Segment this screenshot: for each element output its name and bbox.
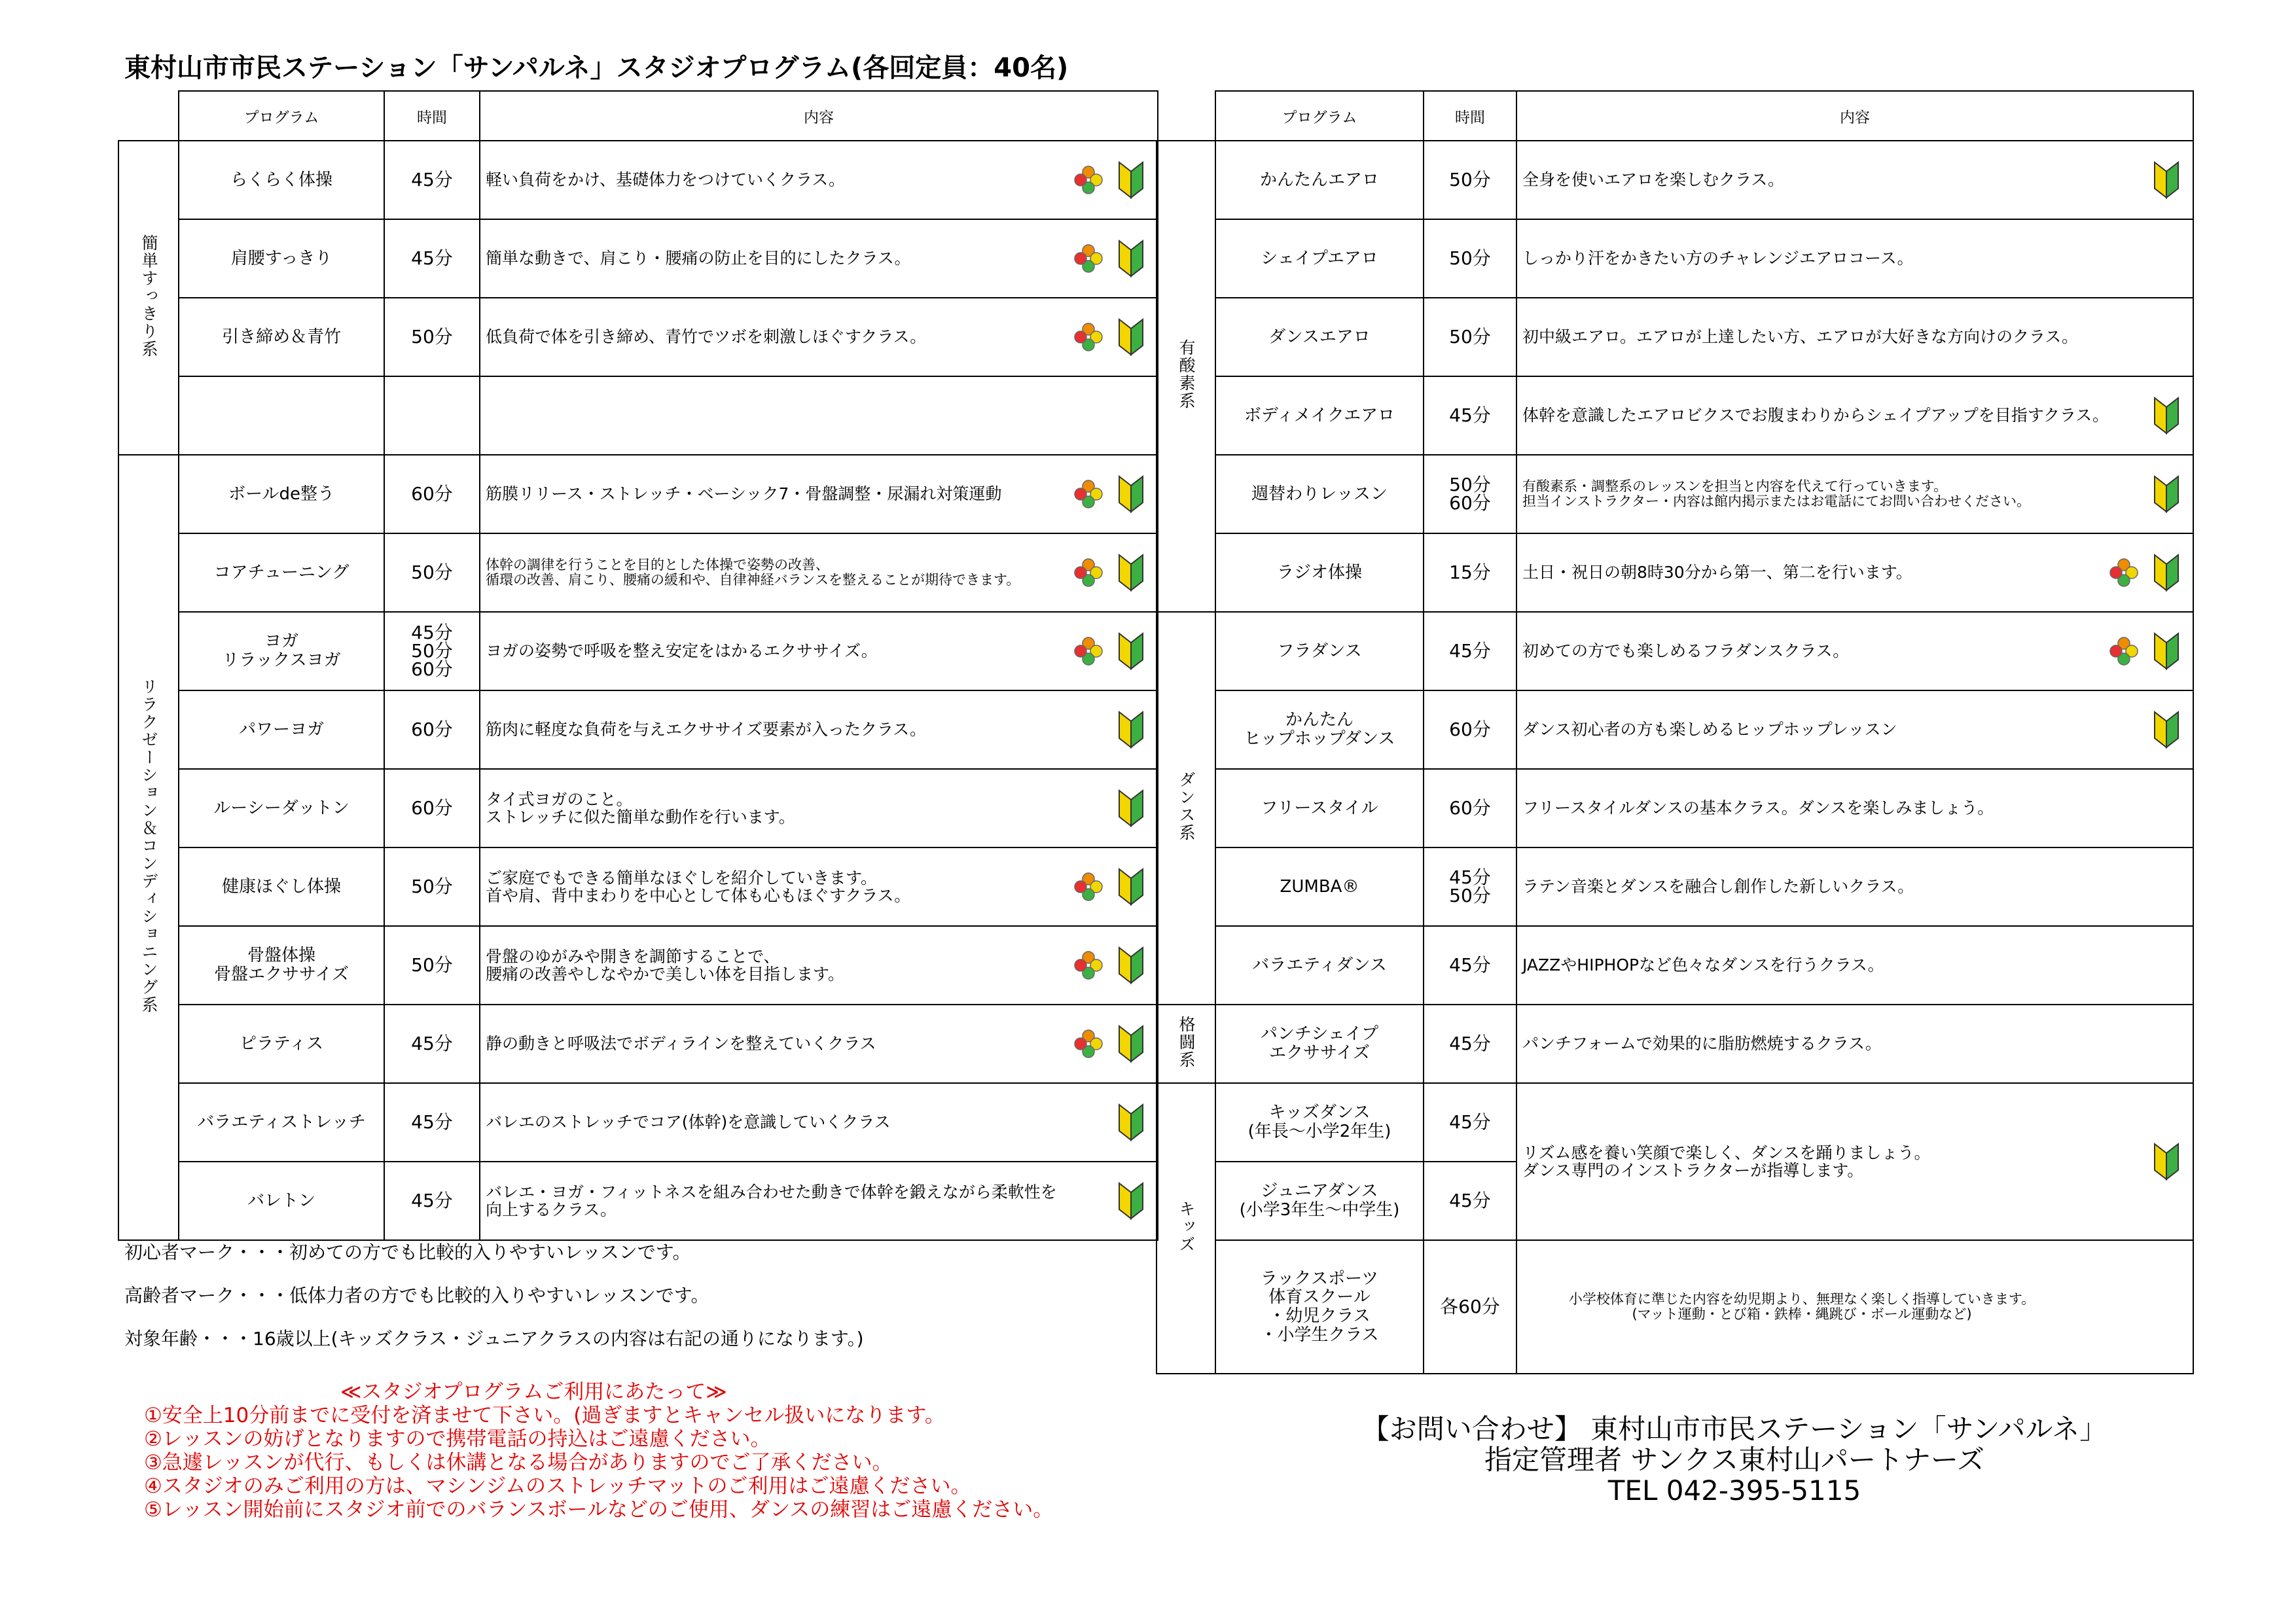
program-description [1516,926,2193,1005]
program-description-text: ヨガの姿勢で呼吸を整え安定をはかるエクササイズ。 [486,641,878,661]
category-label-text: 簡単すっきり系 [139,234,158,358]
lesson-marks [1118,789,1144,827]
program-time: 45分 [384,1162,480,1240]
lesson-marks [2153,397,2179,435]
program-description-text: バレエのストレッチでコア(体幹)を意識していくクラス [486,1113,891,1132]
beginner-mark-icon [1118,1103,1144,1141]
lesson-marks [2153,475,2179,513]
beginner-mark-icon [1118,161,1144,199]
program-description [480,455,1158,533]
program-description-text: 骨盤のゆがみや開きを調節することで、 腰痛の改善やしなやかで美しい体を目指します。 [486,946,845,984]
program-header: プログラム [1215,91,1424,141]
senior-mark-icon [1073,322,1103,352]
contact-phone: TEL 042-395-5115 [1607,1474,1861,1507]
program-time: 45分 50分 [1424,847,1516,926]
category-label-text: 有酸素系 [1177,339,1196,410]
program-time: 60分 [384,769,480,847]
lesson-marks [1073,1025,1144,1063]
lesson-marks [2109,554,2179,592]
right-program-table [1156,90,2194,1374]
program-time: 50分 [1424,141,1516,219]
category-label-text: キッズ [1177,1200,1196,1253]
program-description [1516,533,2193,612]
beginner-mark-icon [2153,711,2179,749]
contact-manager: 指定管理者 サンクス東村山パートナーズ [1484,1444,1984,1476]
program-name: コアチューニング [179,533,384,612]
program-time: 45分 [384,141,480,219]
program-row [118,1162,1158,1240]
program-description [480,1083,1158,1162]
program-description-text: 低負荷で体を引き締め、青竹でツボを刺激しほぐすクラス。 [486,327,927,347]
senior-mark-icon [1073,165,1103,195]
program-name [179,376,384,455]
beginner-mark-icon [2153,632,2179,670]
program-name: 健康ほぐし体操 [179,847,384,926]
program-name: ボールde整う [179,455,384,533]
content-header: 内容 [1516,91,2193,141]
program-description-text: 体幹の調律を行うことを目的とした体操で姿勢の改善、 循環の改善、肩こり、腰痛の緩和や、自律神経バランスを整えることが期待できます。 [486,556,1020,588]
program-description [480,219,1158,298]
senior-mark-icon [1073,1029,1103,1059]
program-row [118,1083,1158,1162]
program-description-text: タイ式ヨガのこと。 ストレッチに似た簡単な動作を行います。 [486,789,795,827]
program-description [1516,1005,2193,1083]
program-name: ピラティス [179,1005,384,1083]
program-time: 50分 [384,926,480,1005]
lesson-marks [2109,632,2179,670]
program-description-text: 筋膜リリース・ストレッチ・ベーシック7・骨盤調整・尿漏れ対策運動 [486,484,1002,504]
lesson-marks [1073,632,1144,670]
program-row [1157,769,2193,847]
program-time: 45分 50分 60分 [384,612,480,690]
beginner-mark-icon [1118,868,1144,906]
program-time: 50分 [1424,298,1516,376]
senior-mark-icon [1073,243,1103,274]
program-description-text: 小学校体育に準じた内容を幼児期より、無理なく楽しく指導していきます。 (マット運動・とび箱・鉄棒・縄跳び・ボール運動など) [1568,1291,2036,1322]
program-description-text: 初中級エアロ。エアロが上達したい方、エアロが大好きな方向けのクラス。 [1522,327,2079,347]
program-row [1157,1083,2193,1162]
lesson-marks [1073,240,1144,277]
program-description [1516,141,2193,219]
program-row [118,847,1158,926]
program-row [1157,533,2193,612]
program-time: 45分 [1424,926,1516,1005]
program-row [118,612,1158,690]
program-description [1516,298,2193,376]
beginner-mark-icon [1118,789,1144,827]
senior-mark-icon [1073,872,1103,902]
program-header: プログラム [179,91,384,141]
usage-rules [144,1381,1053,1522]
program-description [480,141,1158,219]
program-description [480,533,1158,612]
category-label [1157,1083,1215,1374]
program-name: かんたん ヒップホップダンス [1215,690,1424,769]
program-description [480,612,1158,690]
lesson-marks [1073,868,1144,906]
program-row [1157,926,2193,1005]
lesson-marks [1073,946,1144,984]
program-time: 45分 [384,219,480,298]
program-description-text: フリースタイルダンスの基本クラス。ダンスを楽しみましょう。 [1522,798,1994,818]
category-label [1157,1005,1215,1083]
program-description-text: 全身を使いエアロを楽しむクラス。 [1522,170,1785,190]
program-description [480,298,1158,376]
lesson-marks [2153,161,2179,199]
program-name: キッズダンス (年長～小学2年生) [1215,1083,1424,1162]
program-row [118,376,1158,455]
senior-mark-icon [1073,950,1103,980]
program-time: 50分 60分 [1424,455,1516,533]
program-time: 50分 [384,533,480,612]
program-time: 60分 [384,455,480,533]
program-time: 45分 [1424,376,1516,455]
program-row [1157,847,2193,926]
program-time: 60分 [384,690,480,769]
lesson-marks [2153,1143,2179,1181]
rules-heading: ≪スタジオプログラムご利用にあたって≫ [340,1380,727,1404]
category-label-text: 格闘系 [1177,1015,1196,1069]
lesson-marks [1073,554,1144,592]
beginner-mark-icon [2153,554,2179,592]
rule-item: ②レッスンの妨げとなりますので携帯電話の持込はご遠慮ください。 [144,1427,771,1451]
program-description [1516,612,2193,690]
program-name: ラックスポーツ 体育スクール ・幼児クラス ・小学生クラス [1215,1240,1424,1374]
program-name: ラジオ体操 [1215,533,1424,612]
lesson-marks [1073,318,1144,356]
program-description [480,690,1158,769]
senior-mark-icon [1073,558,1103,588]
program-description [1516,847,2193,926]
program-name: フリースタイル [1215,769,1424,847]
senior-mark-icon [1073,479,1103,509]
program-name: ジュニアダンス (小学3年生～中学生) [1215,1162,1424,1240]
program-name: バラエティダンス [1215,926,1424,1005]
program-description [1516,769,2193,847]
senior-mark-icon [2109,636,2139,666]
time-header: 時間 [1424,91,1516,141]
contact-line: 【お問い合わせ】 東村山市市民ステーション「サンパルネ」 [1361,1413,2108,1445]
senior-note: 高齢者マーク・・・低体力者の方でも比較的入りやすいレッスンです。 [124,1285,709,1306]
program-row [118,1005,1158,1083]
program-row [118,298,1158,376]
program-row [1157,1005,2193,1083]
program-row [1157,690,2193,769]
senior-mark-icon [2109,558,2139,588]
category-label [1157,141,1215,612]
program-description-text: ダンス初心者の方も楽しめるヒップホップレッスン [1522,720,1897,740]
lesson-marks [1118,711,1144,749]
program-description-text: 初めての方でも楽しめるフラダンスクラス。 [1522,641,1850,661]
program-time: 60分 [1424,690,1516,769]
beginner-mark-icon [2153,475,2179,513]
program-description-text: 体幹を意識したエアロビクスでお腹まわりからシェイプアップを目指すクラス。 [1522,406,2109,425]
category-label-text: ダンス系 [1177,771,1196,842]
program-row [1157,141,2193,219]
program-time: 15分 [1424,533,1516,612]
category-label [118,141,179,455]
category-label [1157,612,1215,1005]
program-row [118,533,1158,612]
program-description-text: 有酸素系・調整系のレッスンを担当と内容を代えて行っていきます。 担当インストラクター・内容は館内掲示またはお電話にてお問い合わせください。 [1522,478,2030,509]
program-row [1157,612,2193,690]
program-description [1516,376,2193,455]
page-title: 東村山市市民ステーション「サンパルネ」スタジオプログラム(各回定員：40名) [124,53,1069,83]
lesson-marks [2153,711,2179,749]
program-description [480,376,1158,455]
program-description-text: 土日・祝日の朝8時30分から第一、第二を行います。 [1522,563,1912,582]
program-description [480,1005,1158,1083]
program-name: ボディメイクエアロ [1215,376,1424,455]
program-row [1157,1240,2193,1374]
program-name: バラエティストレッチ [179,1083,384,1162]
left-program-table [118,90,1158,1241]
lesson-marks [1073,161,1144,199]
program-name: ダンスエアロ [1215,298,1424,376]
beginner-note: 初心者マーク・・・初めての方でも比較的入りやすいレッスンです。 [124,1241,691,1263]
program-description-text: 筋肉に軽度な負荷を与えエクササイズ要素が入ったクラス。 [486,720,927,740]
program-time: 45分 [384,1083,480,1162]
lesson-marks [1118,1103,1144,1141]
beginner-mark-icon [1118,1182,1144,1220]
program-name: 週替わりレッスン [1215,455,1424,533]
program-name: バレトン [179,1162,384,1240]
rule-item: ③急遽レッスンが代行、もしくは休講となる場合がありますのでご了承ください。 [144,1450,893,1474]
beginner-mark-icon [2153,1143,2179,1181]
age-note: 対象年齢・・・16歳以上(キッズクラス・ジュニアクラスの内容は右記の通りになります。) [124,1328,864,1349]
program-time: 50分 [384,847,480,926]
program-time: 45分 [1424,612,1516,690]
program-description-text: リズム感を養い笑顔で楽しく、ダンスを踊りましょう。 ダンス専門のインストラクターが指導します。 [1522,1143,1931,1180]
program-name: らくらく体操 [179,141,384,219]
program-row [1157,455,2193,533]
program-name: パンチシェイプ エクササイズ [1215,1005,1424,1083]
program-description [1516,219,2193,298]
program-description-text: 静の動きと呼吸法でボディラインを整えていくクラス [486,1034,876,1054]
program-description [1516,1083,2193,1240]
beginner-mark-icon [1118,554,1144,592]
program-description-text: パンチフォームで効果的に脂肪燃焼するクラス。 [1522,1034,1882,1054]
program-name: ZUMBA® [1215,847,1424,926]
program-description [480,1162,1158,1240]
beginner-mark-icon [2153,397,2179,435]
lesson-marks [1073,475,1144,513]
category-label [118,455,179,1240]
time-header: 時間 [384,91,480,141]
program-time [384,376,480,455]
program-description-text: ラテン音楽とダンスを融合し創作した新しいクラス。 [1522,877,1914,897]
program-time: 45分 [384,1005,480,1083]
rule-item: ①安全上10分前までに受付を済ませて下さい。(過ぎますとキャンセル扱いになります。 [144,1403,945,1427]
program-description [1516,690,2193,769]
content-header: 内容 [480,91,1158,141]
program-name: かんたんエアロ [1215,141,1424,219]
program-description [480,769,1158,847]
program-row [118,141,1158,219]
program-name: シェイプエアロ [1215,219,1424,298]
program-name: 骨盤体操 骨盤エクササイズ [179,926,384,1005]
category-label-text: リラクゼーション＆コンディショニング系 [139,677,158,1014]
program-name: ルーシーダットン [179,769,384,847]
program-description-text: ご家庭でもできる簡単なほぐしを紹介していきます。 首や肩、背中まわりを中心として体も心もほぐすクラス。 [486,868,911,905]
program-description-text: JAZZやHIPHOPなど色々なダンスを行うクラス。 [1522,955,1884,975]
program-name: フラダンス [1215,612,1424,690]
beginner-mark-icon [1118,240,1144,277]
program-row [118,690,1158,769]
beginner-mark-icon [1118,318,1144,356]
program-description [1516,1240,2193,1374]
program-description [1516,455,2193,533]
program-name: パワーヨガ [179,690,384,769]
legend-notes [124,1243,864,1373]
rule-item: ④スタジオのみご利用の方は、マシンジムのストレッチマットのご利用はご遠慮ください。 [144,1474,971,1498]
beginner-mark-icon [1118,475,1144,513]
program-time: 45分 [1424,1005,1516,1083]
contact-info [1309,1414,2160,1506]
program-time: 45分 [1424,1083,1516,1162]
program-name: 肩腰すっきり [179,219,384,298]
program-time: 各60分 [1424,1240,1516,1374]
program-row [1157,376,2193,455]
program-row [118,455,1158,533]
program-time: 45分 [1424,1162,1516,1240]
beginner-mark-icon [1118,1025,1144,1063]
program-row [1157,219,2193,298]
program-row [118,926,1158,1005]
program-description-text: 簡単な動きで、肩こり・腰痛の防止を目的にしたクラス。 [486,249,911,268]
program-description-text: バレエ・ヨガ・フィットネスを組み合わせた動きで体幹を鍛えながら柔軟性を 向上するクラス。 [486,1182,1057,1219]
rule-item: ⑤レッスン開始前にスタジオ前でのバランスボールなどのご使用、ダンスの練習はご遠慮ください。 [144,1497,1054,1522]
beginner-mark-icon [1118,632,1144,670]
program-description-text: しっかり汗をかきたい方のチャレンジエアロコース。 [1522,249,1914,268]
program-time: 50分 [384,298,480,376]
program-row [1157,298,2193,376]
program-time: 60分 [1424,769,1516,847]
category-header [1157,91,1215,141]
program-row [118,219,1158,298]
program-description-text: 軽い負荷をかけ、基礎体力をつけていくクラス。 [486,170,846,190]
category-header [118,91,179,141]
lesson-marks [1118,1182,1144,1220]
program-description [480,926,1158,1005]
program-row [118,769,1158,847]
beginner-mark-icon [1118,711,1144,749]
beginner-mark-icon [1118,946,1144,984]
senior-mark-icon [1073,636,1103,666]
program-time: 50分 [1424,219,1516,298]
program-name: ヨガ リラックスヨガ [179,612,384,690]
program-name: 引き締め＆青竹 [179,298,384,376]
beginner-mark-icon [2153,161,2179,199]
program-description [480,847,1158,926]
